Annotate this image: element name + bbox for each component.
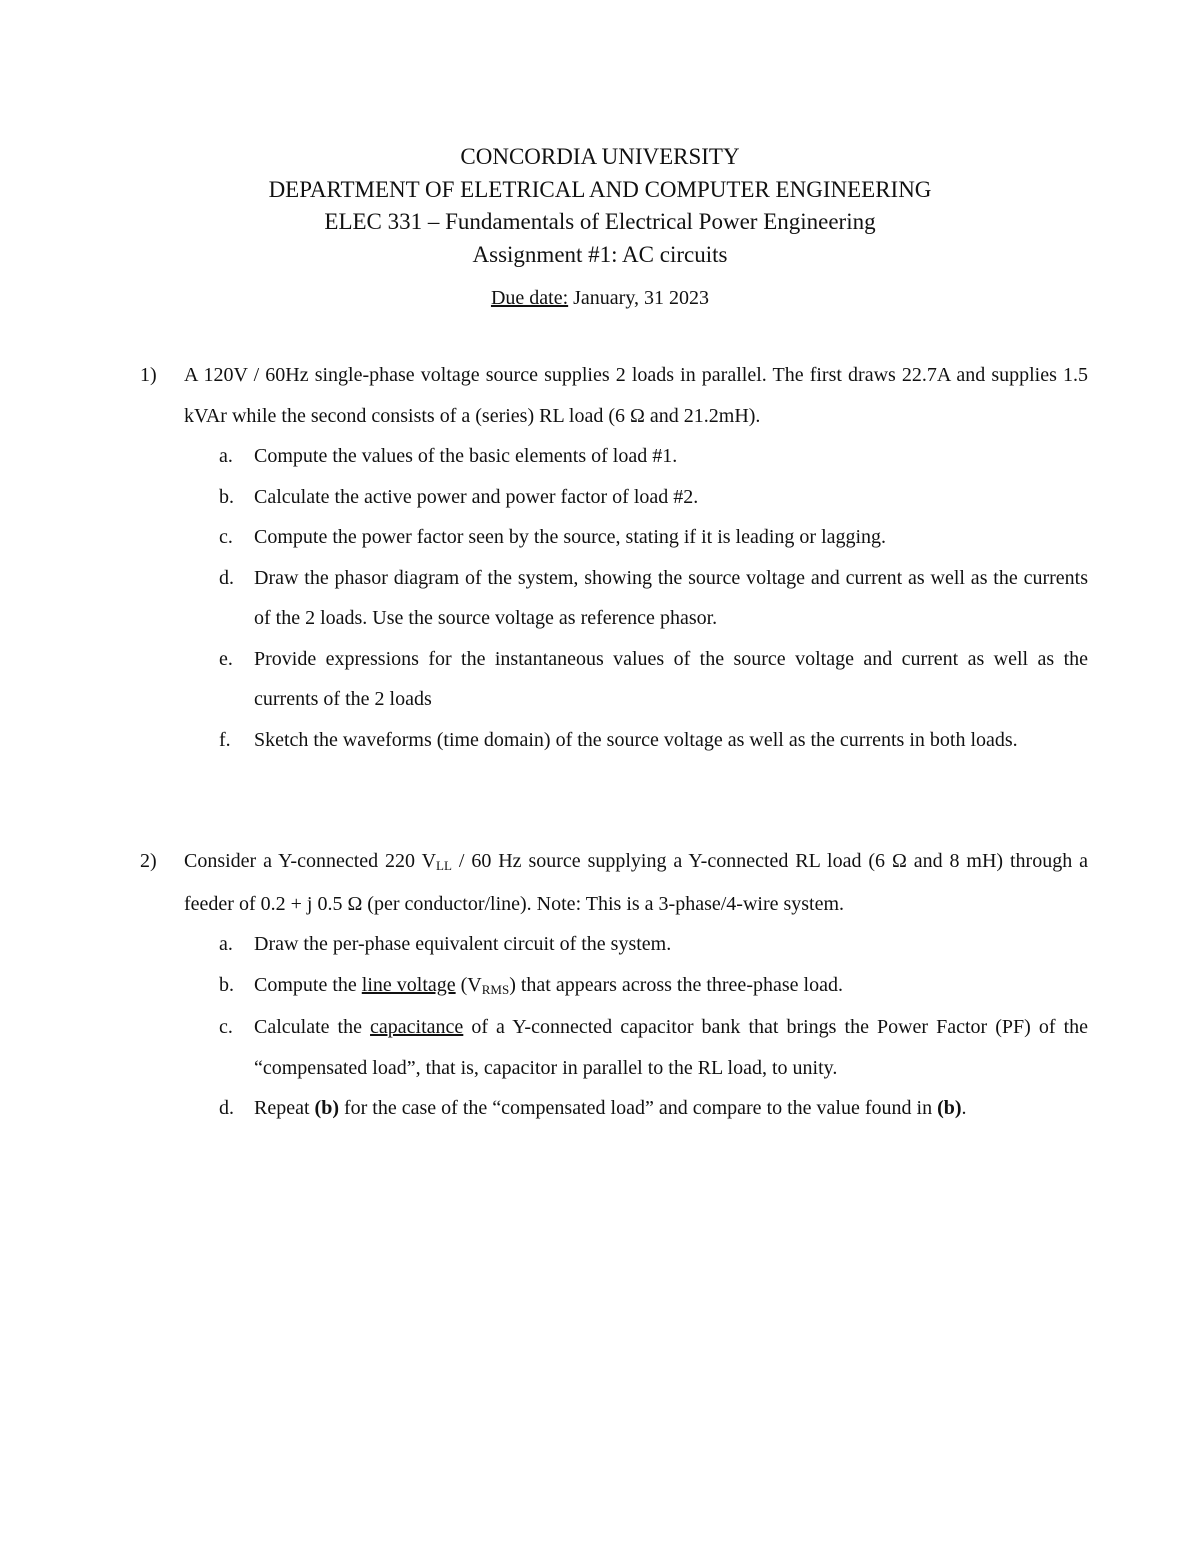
item-text-pre: Repeat bbox=[254, 1097, 315, 1119]
question-2-text-end: / 60 Hz source supplying a Y-connected RL load (6 Ω and 8 mH) through a feeder of 0.2 + j 0.5 Ω (per conductor/line). Note: This is a 3-phase/4-wire system. bbox=[184, 850, 1088, 915]
item-letter: b. bbox=[219, 973, 234, 996]
item-letter: f. bbox=[219, 728, 231, 751]
department-name: DEPARTMENT OF ELETRICAL AND COMPUTER ENGINEERING bbox=[268, 176, 932, 202]
question-1-item-d bbox=[140, 558, 1088, 639]
question-2-statement bbox=[140, 841, 1088, 924]
item-text: Draw the phasor diagram of the system, showing the source voltage and current as well as the currents of the 2 loads. Use the source voltage as reference phasor. bbox=[254, 566, 1088, 629]
question-2 bbox=[140, 841, 1088, 1129]
item-text: Draw the per-phase equivalent circuit of the system. bbox=[254, 933, 672, 955]
item-text-pre: Compute the bbox=[254, 973, 362, 996]
due-date-value: January, 31 2023 bbox=[568, 287, 710, 309]
voltage-subscript: LL bbox=[436, 858, 452, 873]
question-1 bbox=[140, 355, 1088, 760]
question-2-item-d bbox=[140, 1088, 1088, 1129]
item-text: Compute the values of the basic elements of load #1. bbox=[254, 445, 678, 467]
item-letter: d. bbox=[219, 566, 234, 589]
item-letter: c. bbox=[219, 1016, 233, 1038]
item-text-post: . bbox=[961, 1097, 967, 1119]
question-2-item-c bbox=[140, 1007, 1088, 1088]
rms-subscript: RMS bbox=[481, 981, 510, 997]
question-1-item-b bbox=[140, 477, 1088, 518]
question-2-item-b bbox=[140, 965, 1088, 1008]
question-1-item-f bbox=[140, 720, 1088, 761]
item-letter: b. bbox=[219, 485, 234, 508]
bold-reference: (b) bbox=[314, 1097, 339, 1119]
item-text: Compute the power factor seen by the source, stating if it is leading or lagging. bbox=[254, 526, 887, 548]
assignment-title: Assignment #1: AC circuits bbox=[472, 241, 728, 267]
item-letter: d. bbox=[219, 1097, 234, 1119]
underlined-term: line voltage bbox=[361, 973, 456, 996]
underlined-term: capacitance bbox=[370, 1016, 464, 1038]
course-title: ELEC 331 – Fundamentals of Electrical Power Engineering bbox=[324, 209, 876, 234]
question-1-number: 1) bbox=[140, 364, 157, 386]
item-text-pre: Calculate the bbox=[254, 1016, 371, 1038]
question-1-items bbox=[140, 436, 1088, 760]
item-text: Provide expressions for the instantaneous values of the source voltage and current as well as the currents of the 2 loads bbox=[254, 647, 1088, 710]
question-1-text: A 120V / 60Hz single-phase voltage source supplies 2 loads in parallel. The first draws 22.7A and supplies 1.5 kVAr while the second consists of a (series) RL load (6 Ω and 21.2mH). bbox=[184, 364, 1088, 427]
question-2-text-start: Consider a Y-connected 220 V bbox=[184, 850, 437, 872]
question-2-number: 2) bbox=[140, 850, 157, 872]
question-1-item-e bbox=[140, 639, 1088, 720]
document-header bbox=[0, 141, 1200, 271]
item-text: Sketch the waveforms (time domain) of the source voltage as well as the currents in both loads. bbox=[254, 728, 1018, 751]
item-text: Calculate the active power and power factor of load #2. bbox=[254, 485, 699, 508]
question-2-items bbox=[140, 924, 1088, 1129]
question-1-statement bbox=[140, 355, 1088, 436]
item-letter: c. bbox=[219, 526, 233, 548]
item-text-mid: for the case of the “compensated load” and compare to the value found in bbox=[338, 1097, 938, 1119]
due-date-label: Due date: bbox=[490, 287, 569, 309]
item-text-mid: (V bbox=[455, 973, 482, 996]
item-text-post: ) that appears across the three-phase load. bbox=[509, 973, 843, 996]
item-letter: a. bbox=[219, 933, 233, 955]
item-text-post: of a Y-connected capacitor bank that brings the Power Factor (PF) of the “compensated load”, that is, capacitor in parallel to the RL load, to unity. bbox=[254, 1016, 1088, 1079]
item-letter: a. bbox=[219, 445, 233, 467]
question-2-item-a bbox=[140, 924, 1088, 965]
question-1-item-c bbox=[140, 517, 1088, 558]
due-date-line bbox=[0, 284, 1200, 312]
bold-reference: (b) bbox=[937, 1097, 962, 1119]
question-1-item-a bbox=[140, 436, 1088, 477]
university-name: CONCORDIA UNIVERSITY bbox=[460, 144, 740, 169]
item-letter: e. bbox=[219, 647, 233, 670]
